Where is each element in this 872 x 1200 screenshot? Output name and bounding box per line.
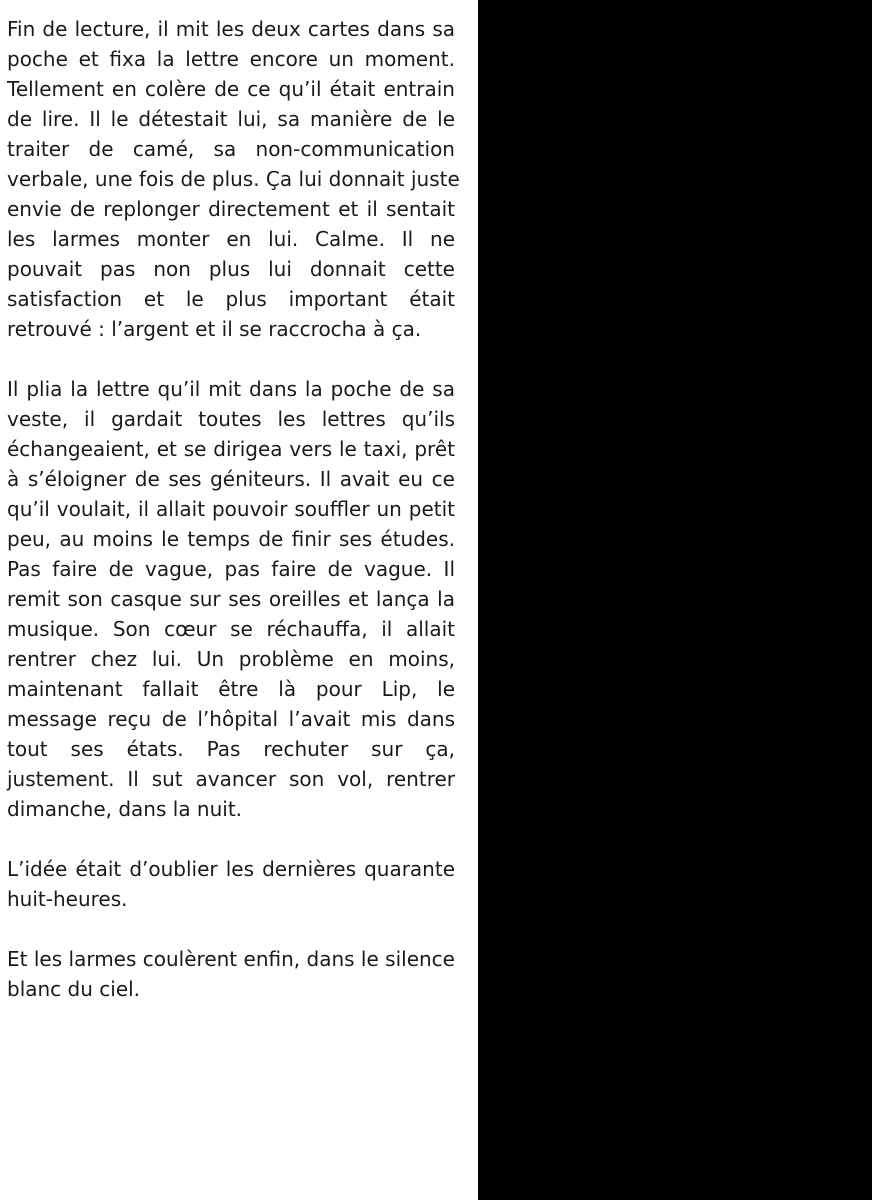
paragraph-2 — [7, 374, 455, 824]
text-line: verbale, une fois de plus. Ça lui donnait juste — [7, 167, 460, 191]
text-line: à s’éloigner de ses géniteurs. Il avait eu ce — [7, 467, 455, 491]
paragraph-1 — [7, 14, 460, 344]
text-line: justement. Il sut avancer son vol, rentrer — [7, 767, 455, 791]
text-line: satisfaction et le plus important était — [7, 287, 455, 311]
text-line: les larmes monter en lui. Calme. Il ne — [7, 227, 455, 251]
text-line: Il plia la lettre qu’il mit dans la poche de sa — [7, 377, 455, 401]
text-line: huit-heures. — [7, 887, 128, 911]
text-line: peu, au moins le temps de finir ses études. — [7, 527, 455, 551]
text-line: veste, il gardait toutes les lettres qu’ils — [7, 407, 455, 431]
text-line: maintenant fallait être là pour Lip, le — [7, 677, 455, 701]
text-line: échangeaient, et se dirigea vers le taxi, prêt — [7, 437, 455, 461]
text-line: tout ses états. Pas rechuter sur ça, — [7, 737, 455, 761]
text-line: de lire. Il le détestait lui, sa manière de le — [7, 107, 455, 131]
paragraph-4 — [7, 944, 455, 1004]
text-line: musique. Son cœur se réchauffa, il allait — [7, 617, 455, 641]
text-line: Pas faire de vague, pas faire de vague. Il — [7, 557, 455, 581]
text-line: pouvait pas non plus lui donnait cette — [7, 257, 455, 281]
text-line: envie de replonger directement et il sentait — [7, 197, 455, 221]
text-line: dimanche, dans la nuit. — [7, 797, 243, 821]
text-line: message reçu de l’hôpital l’avait mis dans — [7, 707, 455, 731]
text-line: Et les larmes coulèrent enfin, dans le silence — [7, 947, 455, 971]
text-line: L’idée était d’oublier les dernières quarante — [7, 857, 455, 881]
paragraph-spacer — [7, 914, 455, 944]
text-line: qu’il voulait, il allait pouvoir souffler un petit — [7, 497, 455, 521]
text-line: blanc du ciel. — [7, 977, 141, 1001]
text-line: retrouvé : l’argent et il se raccrocha à ça. — [7, 317, 422, 341]
text-line: poche et fixa la lettre encore un moment. — [7, 47, 455, 71]
text-line: rentrer chez lui. Un problème en moins, — [7, 647, 455, 671]
text-line: remit son casque sur ses oreilles et lança la — [7, 587, 455, 611]
text-line: Tellement en colère de ce qu’il était entrain — [7, 77, 455, 101]
text-line: traiter de camé, sa non-communication — [7, 137, 455, 161]
paragraph-spacer — [7, 824, 455, 854]
text-line: Fin de lecture, il mit les deux cartes dans sa — [7, 17, 455, 41]
paragraph-spacer — [7, 344, 455, 374]
paragraph-3 — [7, 854, 455, 914]
black-margin-panel — [478, 0, 872, 1200]
story-text — [7, 14, 460, 1004]
